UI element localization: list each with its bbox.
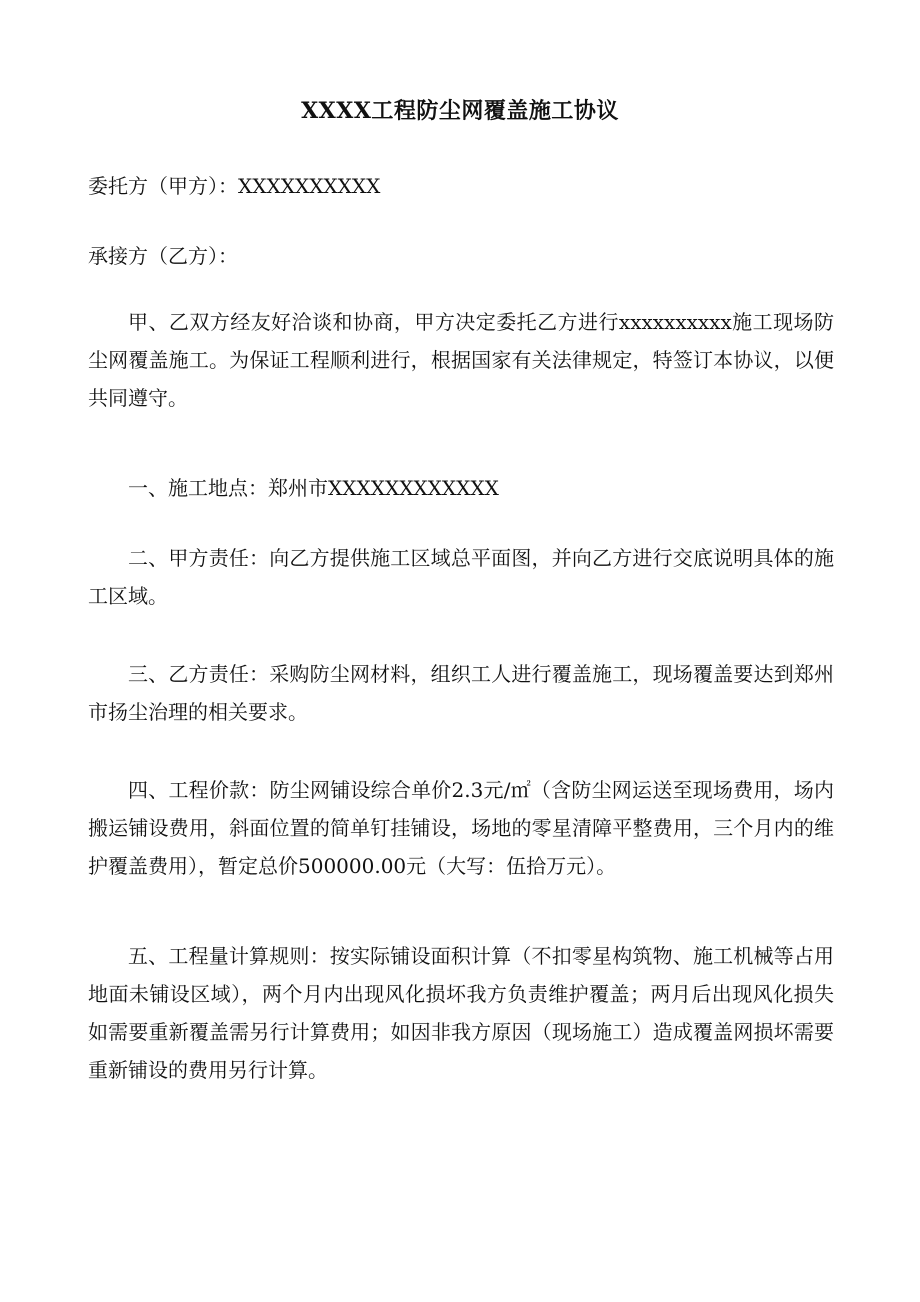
clause-quantity-rules: 五、工程量计算规则：按实际铺设面积计算（不扣零星构筑物、施工机械等占用地面未铺设区域），两个月内出现风化损坏我方负责维护覆盖；两月后出现风化损失如需要重新覆盖需另行计算费用；如因非我方原因（现场施工）造成覆盖网损坏需要重新铺设的费用另行计算。 [88, 944, 834, 1082]
clause-party-a-duties: 二、甲方责任：向乙方提供施工区域总平面图，并向乙方进行交底说明具体的施工区域。 [88, 546, 834, 608]
party-a-line: 委托方（甲方）：XXXXXXXXXX [88, 174, 381, 198]
clause-price: 四、工程价款：防尘网铺设综合单价2.3元/㎡（含防尘网运送至现场费用，场内搬运铺设费用，斜面位置的简单钉挂铺设，场地的零星清障平整费用，三个月内的维护覆盖费用），暂定总价500000.00元（大写：伍拾万元）。 [88, 778, 834, 878]
document-title: XXXX工程防尘网覆盖施工协议 [301, 98, 619, 124]
clause-location: 一、施工地点：郑州市XXXXXXXXXXXX [128, 476, 499, 500]
party-b-line: 承接方（乙方）： [88, 244, 238, 268]
clause-party-b-duties: 三、乙方责任：采购防尘网材料，组织工人进行覆盖施工，现场覆盖要达到郑州市扬尘治理的相关要求。 [88, 662, 834, 724]
intro-paragraph: 甲、乙双方经友好洽谈和协商，甲方决定委托乙方进行xxxxxxxxxx施工现场防尘网覆盖施工。为保证工程顺利进行，根据国家有关法律规定，特签订本协议，以便共同遵守。 [88, 310, 834, 410]
